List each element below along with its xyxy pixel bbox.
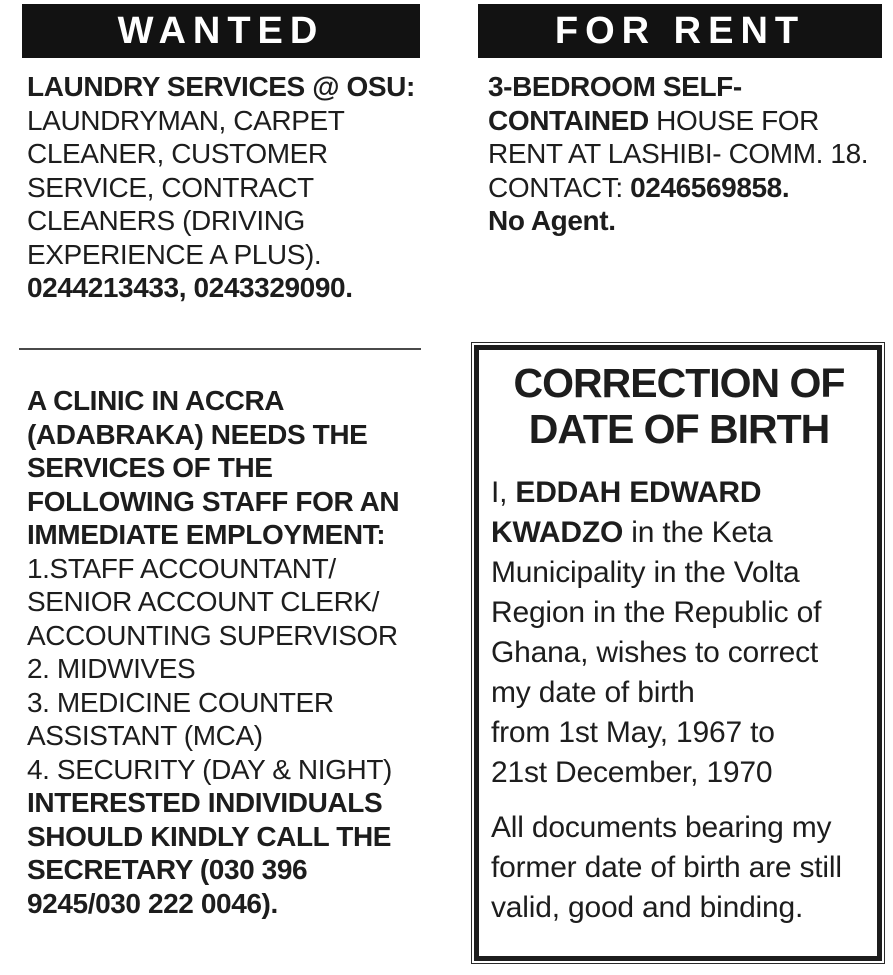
ad-text-segment: valid, good and binding. bbox=[491, 891, 804, 924]
ad-text-segment: 2. MIDWIVES bbox=[27, 653, 196, 684]
ad-text-line bbox=[491, 553, 867, 593]
notice-title-line-2: DATE OF BIRTH bbox=[528, 406, 830, 452]
ad-text-segment: Ghana, wishes to correct bbox=[491, 636, 819, 669]
ad-text-line bbox=[27, 619, 427, 653]
ad-text-bold-segment: 9245/030 222 0046). bbox=[27, 887, 278, 919]
ad-text-segment: Municipality in the Volta bbox=[491, 556, 800, 589]
ad-text-line bbox=[491, 513, 867, 553]
ad-text-line bbox=[27, 652, 427, 686]
ad-text-line bbox=[491, 808, 867, 848]
ad-text-segment: former date of birth are still bbox=[491, 851, 842, 884]
ad-text-line bbox=[491, 848, 867, 888]
ad-text-line bbox=[27, 518, 427, 552]
ad-text-segment: CONTACT: bbox=[488, 171, 631, 203]
wanted-section-header: WANTED bbox=[22, 4, 420, 58]
ad-text-line bbox=[491, 473, 867, 513]
ad-text-bold-segment: SERVICES OF THE bbox=[27, 452, 273, 483]
ad-text-line bbox=[27, 204, 427, 238]
ad-text-line bbox=[27, 418, 427, 452]
ad-text-line bbox=[488, 204, 882, 238]
ad-text-line bbox=[27, 686, 427, 720]
ad-text-line bbox=[491, 593, 867, 633]
ad-text-line bbox=[491, 888, 867, 928]
ad-text-bold-segment: LAUNDRY SERVICES @ OSU: bbox=[27, 71, 415, 102]
ad-text-segment: SERVICE, CONTRACT bbox=[27, 171, 314, 203]
correction-of-date-of-birth-notice bbox=[474, 345, 882, 961]
ad-text-line bbox=[27, 137, 427, 171]
ad-text-bold-segment: No Agent. bbox=[488, 205, 616, 236]
ad-text-bold-segment: FOLLOWING STAFF FOR AN bbox=[27, 485, 400, 517]
ad-text-segment: Region in the Republic of bbox=[491, 596, 822, 629]
for-rent-section-header: FOR RENT bbox=[478, 4, 882, 58]
ad-text-line bbox=[488, 104, 882, 138]
ad-text-line bbox=[27, 238, 427, 272]
clinic-staff-ad bbox=[27, 384, 427, 920]
ad-text-line bbox=[27, 820, 427, 854]
ad-text-line bbox=[491, 633, 867, 673]
ad-text-segment: CLEANER, CUSTOMER bbox=[27, 138, 328, 169]
ad-text-segment: from 1st May, 1967 to bbox=[491, 716, 775, 749]
ad-text-line bbox=[27, 753, 427, 787]
ad-text-segment: LAUNDRYMAN, CARPET bbox=[27, 104, 345, 136]
ad-text-bold-segment: A CLINIC IN ACCRA bbox=[27, 385, 285, 416]
ad-text-line bbox=[27, 451, 427, 485]
notice-body-paragraph-2 bbox=[491, 808, 867, 928]
ad-text-bold-segment: EDDAH EDWARD bbox=[515, 476, 762, 509]
ad-text-segment: 4. SECURITY (DAY & NIGHT) bbox=[27, 753, 392, 785]
ad-text-line bbox=[27, 552, 427, 586]
ad-text-bold-segment: 0244213433, 0243329090. bbox=[27, 272, 353, 303]
ad-text-bold-segment: CONTAINED bbox=[488, 104, 649, 136]
ad-text-line bbox=[27, 171, 427, 205]
ad-text-line bbox=[27, 887, 427, 921]
ad-text-bold-segment: SECRETARY (030 396 bbox=[27, 854, 308, 885]
ad-text-segment: ASSISTANT (MCA) bbox=[27, 720, 263, 751]
ad-text-line bbox=[27, 384, 427, 418]
ad-text-bold-segment: IMMEDIATE EMPLOYMENT: bbox=[27, 519, 386, 550]
ad-text-bold-segment: (ADABRAKA) NEEDS THE bbox=[27, 418, 368, 450]
ad-text-line bbox=[27, 585, 427, 619]
ad-text-line bbox=[27, 271, 427, 305]
notice-title bbox=[491, 360, 867, 452]
ad-text-line bbox=[488, 137, 882, 171]
ad-text-line bbox=[488, 171, 882, 205]
house-rent-ad bbox=[488, 70, 882, 238]
ad-text-segment: CLEANERS (DRIVING bbox=[27, 205, 305, 236]
ad-text-line bbox=[491, 713, 867, 753]
ad-text-bold-segment: INTERESTED INDIVIDUALS bbox=[27, 787, 383, 818]
ad-text-segment: 21st December, 1970 bbox=[491, 756, 773, 789]
ad-text-line bbox=[491, 753, 867, 793]
ad-text-bold-segment: KWADZO bbox=[491, 516, 624, 549]
ad-text-segment: HOUSE FOR bbox=[648, 104, 820, 136]
notice-body-paragraph-1 bbox=[491, 473, 867, 793]
laundry-services-ad bbox=[27, 70, 427, 305]
ad-text-segment: 1.STAFF ACCOUNTANT/ bbox=[27, 552, 336, 584]
ad-text-line bbox=[27, 485, 427, 519]
ad-text-line bbox=[488, 70, 882, 104]
ad-text-bold-segment: 0246569858. bbox=[630, 171, 790, 203]
ad-text-segment: 3. MEDICINE COUNTER bbox=[27, 686, 334, 718]
ad-divider-rule bbox=[19, 348, 421, 350]
ad-text-segment: EXPERIENCE A PLUS). bbox=[27, 238, 322, 270]
ad-text-line bbox=[27, 786, 427, 820]
ad-text-line bbox=[491, 673, 867, 713]
ad-text-bold-segment: SHOULD KINDLY CALL THE bbox=[27, 820, 392, 852]
ad-text-segment: my date of birth bbox=[491, 676, 695, 709]
notice-title-line-1: CORRECTION OF bbox=[513, 360, 845, 406]
ad-text-line bbox=[27, 104, 427, 138]
ad-text-bold-segment: 3-BEDROOM SELF- bbox=[488, 71, 742, 102]
ad-text-segment: RENT AT LASHIBI- COMM. 18. bbox=[488, 138, 869, 169]
ad-text-segment: SENIOR ACCOUNT CLERK/ bbox=[27, 586, 380, 617]
ad-text-segment: in the Keta bbox=[623, 516, 773, 549]
ad-text-line bbox=[27, 70, 427, 104]
ad-text-segment: All documents bearing my bbox=[491, 811, 832, 844]
ad-text-segment: ACCOUNTING SUPERVISOR bbox=[27, 619, 398, 651]
ad-text-line bbox=[27, 719, 427, 753]
ad-text-line bbox=[27, 853, 427, 887]
ad-text-segment: I, bbox=[491, 476, 516, 509]
